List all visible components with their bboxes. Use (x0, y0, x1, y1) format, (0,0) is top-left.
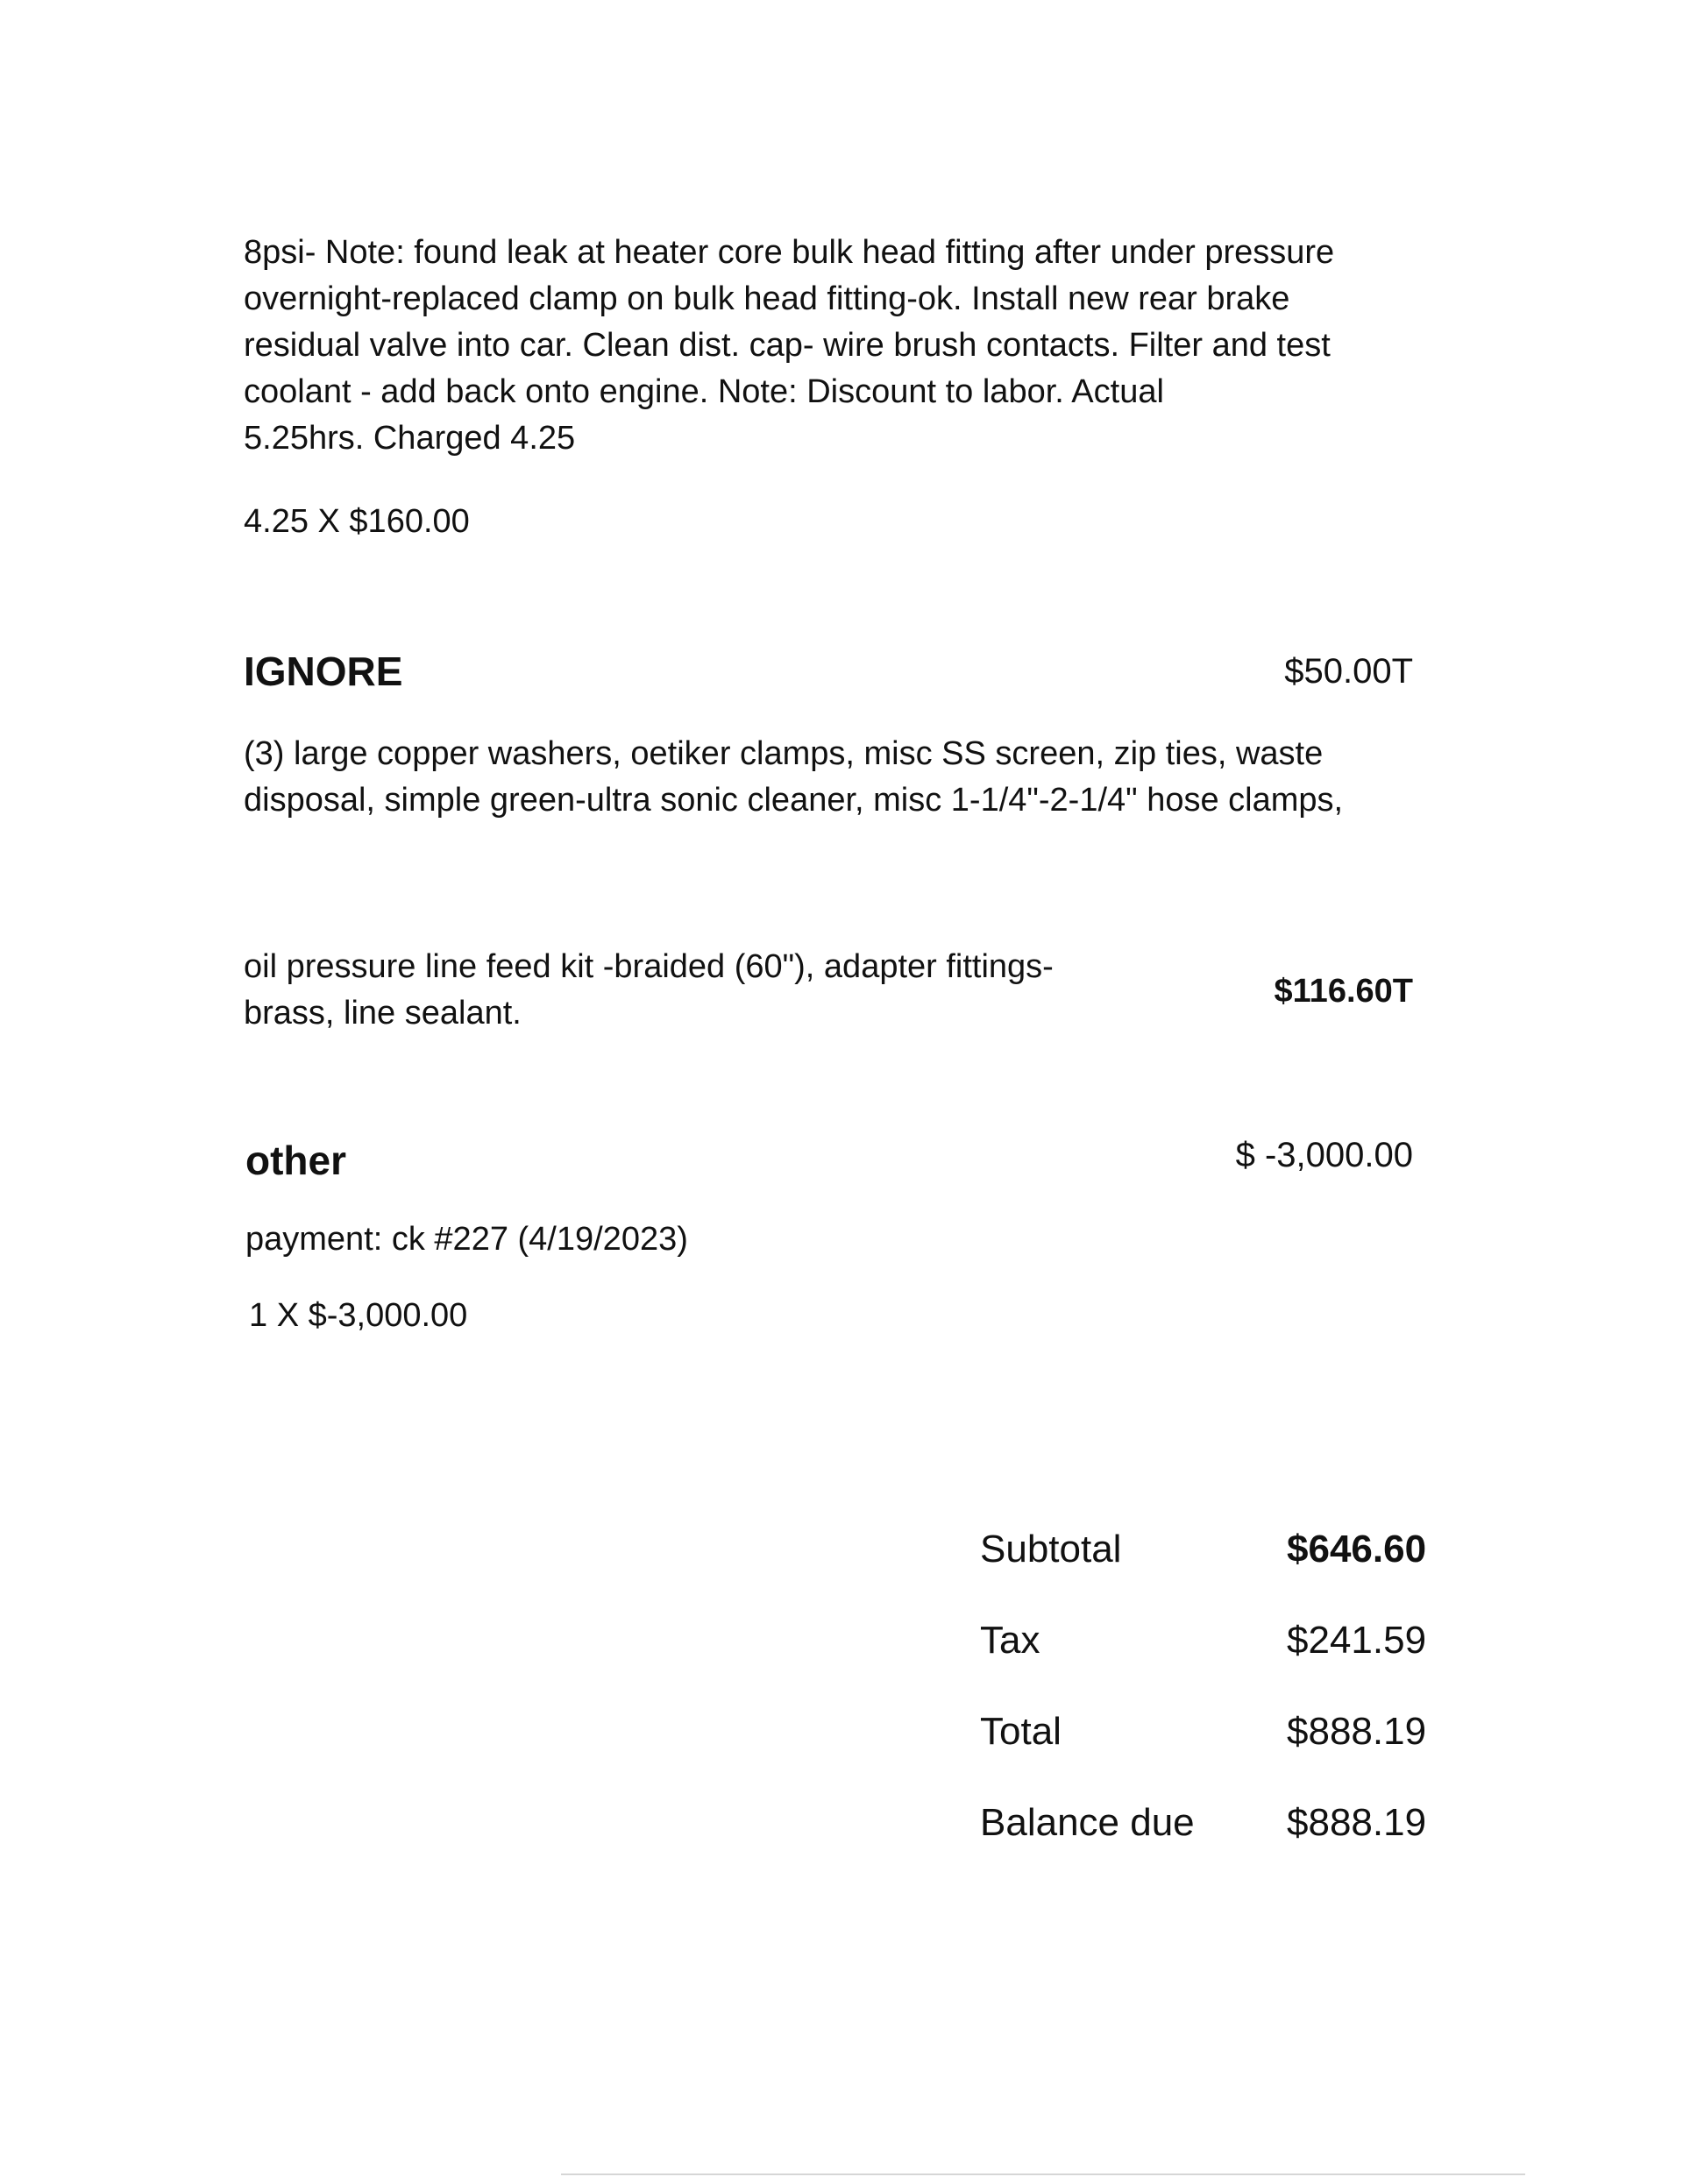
oil-item-amount: $116.60T (1274, 973, 1413, 1010)
oil-description-line: brass, line sealant. (244, 995, 522, 1032)
tax-label: Tax (980, 1619, 1040, 1662)
subtotal-label: Subtotal (980, 1528, 1122, 1571)
other-item-title: other (245, 1138, 346, 1183)
labor-note-line: 5.25hrs. Charged 4.25 (244, 420, 576, 457)
labor-note-line: overnight-replaced clamp on bulk head fitting-ok. Install new rear brake (244, 280, 1290, 317)
other-item-description: payment: ck #227 (4/19/2023) (245, 1221, 688, 1258)
balance-due-value: $888.19 (1287, 1801, 1427, 1844)
other-item-quantity: 1 X $-3,000.00 (249, 1297, 468, 1334)
subtotal-value: $646.60 (1287, 1528, 1427, 1571)
labor-note-line: residual valve into car. Clean dist. cap- wire brush contacts. Filter and test (244, 327, 1331, 364)
oil-description-line: oil pressure line feed kit -braided (60"), adapter fittings- (244, 948, 1054, 985)
totals-row-total (980, 1707, 1436, 1756)
totals-row-tax (980, 1616, 1436, 1665)
ignore-description-line: disposal, simple green-ultra sonic cleaner, misc 1-1/4"-2-1/4" hose clamps, (244, 782, 1344, 819)
balance-due-label: Balance due (980, 1801, 1195, 1844)
oil-item-description (244, 944, 1120, 1037)
ignore-item-amount: $50.00T (1284, 652, 1413, 691)
labor-note-line: 8psi- Note: found leak at heater core bulk head fitting after under pressure (244, 234, 1335, 271)
labor-note-line: coolant - add back onto engine. Note: Discount to labor. Actual (244, 373, 1164, 410)
total-value: $888.19 (1287, 1710, 1427, 1753)
totals-row-balance-due (980, 1798, 1436, 1847)
ignore-description-line: (3) large copper washers, oetiker clamps, misc SS screen, zip ties, waste (244, 735, 1324, 772)
totals-row-subtotal (980, 1525, 1436, 1574)
ignore-item-description (244, 731, 1418, 824)
labor-quantity: 4.25 X $160.00 (244, 503, 470, 540)
ignore-item-title: IGNORE (244, 649, 403, 694)
other-item-amount: $ -3,000.00 (1235, 1136, 1413, 1174)
total-label: Total (980, 1710, 1062, 1753)
scan-edge-line (561, 2173, 1525, 2175)
totals-summary (980, 1525, 1436, 1890)
labor-notes (244, 230, 1418, 462)
tax-value: $241.59 (1287, 1619, 1427, 1662)
